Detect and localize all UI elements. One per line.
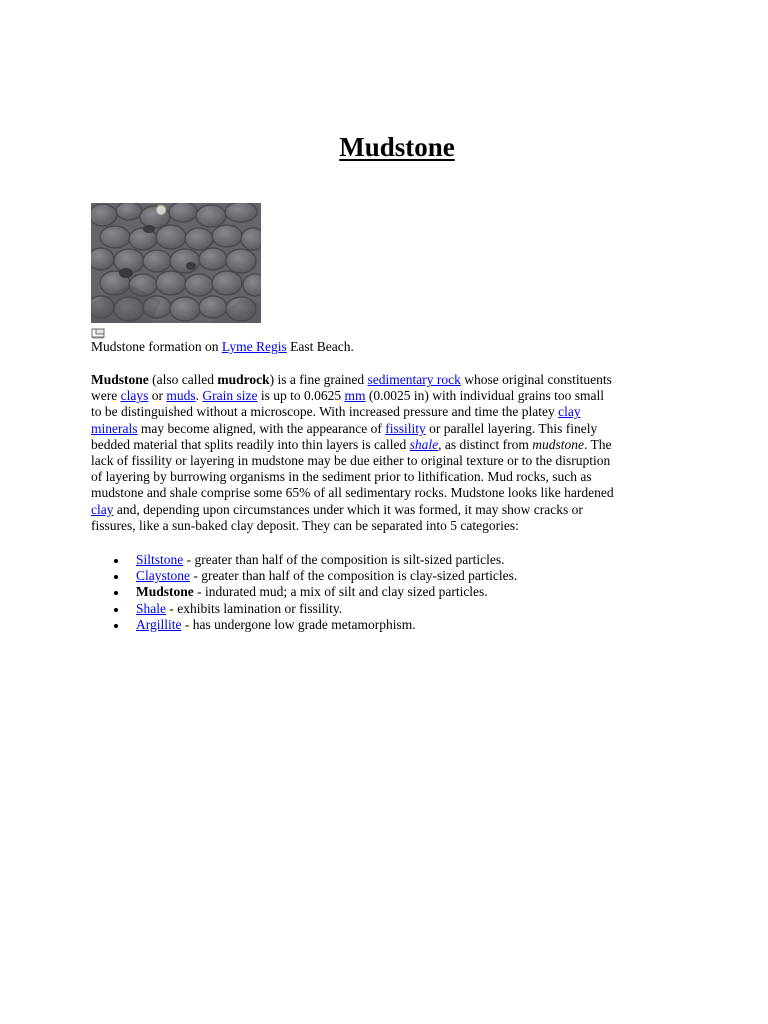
list-item (91, 601, 517, 617)
term-mudstone: Mudstone (91, 372, 149, 387)
text: to be distinguished without a microscope. With increased pressure and time the platey (91, 404, 559, 420)
mudstone-photo[interactable] (91, 203, 261, 323)
list-item-desc: - indurated mud; a mix of silt and clay sized particles. (193, 584, 488, 600)
paragraph-line-10: fissures, like a sun-baked clay deposit. They can be separated into 5 categories: (91, 517, 519, 533)
categories-list (91, 552, 517, 633)
paragraph-line-6: lack of fissility or layering in mudstone may be due either to original texture or to the disruption (91, 453, 611, 469)
list-item-desc: - greater than half of the composition is silt-sized particles. (183, 552, 505, 567)
paragraph-line-5 (91, 437, 679, 453)
lyme-regis-link[interactable]: Lyme Regis (221, 339, 287, 354)
caption-text-end: East Beach. (286, 339, 354, 354)
muds-link[interactable]: muds (166, 388, 196, 404)
text: and, depending upon circumstances under which it was formed, it may show cracks or (113, 501, 583, 517)
list-item (91, 584, 517, 600)
paragraph-line-2 (91, 388, 679, 404)
text: . (195, 388, 203, 404)
text: bedded material that splits readily into thin layers is called (91, 436, 410, 452)
text: . The (584, 436, 612, 452)
text: whose original constituents (460, 372, 612, 387)
list-item-desc: - exhibits lamination or fissility. (166, 600, 343, 616)
clay-minerals-link[interactable]: clay (558, 404, 581, 420)
paragraph-line-8: mudstone and shale comprise some 65% of all sedimentary rocks. Mudstone looks like hardened (91, 485, 614, 501)
list-item (91, 617, 517, 633)
text: is up to 0.0625 (257, 388, 345, 404)
photo-caption (91, 339, 354, 355)
clays-link[interactable]: clays (120, 388, 149, 404)
mudstone-term: Mudstone (136, 584, 194, 600)
shale-category-link[interactable]: Shale (136, 600, 166, 616)
enlarge-icon-glyph (91, 328, 105, 339)
clay-minerals-link-cont[interactable]: minerals (91, 420, 138, 436)
paragraph-line-3 (91, 404, 679, 420)
shale-link[interactable]: shale (409, 436, 439, 452)
list-item (91, 552, 517, 568)
mm-link[interactable]: mm (344, 388, 366, 404)
text: (also called (148, 372, 218, 387)
enlarge-icon[interactable] (91, 327, 105, 338)
paragraph-line-4 (91, 421, 679, 437)
text: or (148, 388, 167, 404)
text: (0.0025 in) with individual grains too small (365, 388, 604, 404)
argillite-link[interactable]: Argillite (136, 616, 182, 632)
fissility-link[interactable]: fissility (385, 420, 426, 436)
siltstone-link[interactable]: Siltstone (136, 552, 184, 567)
clay-link[interactable]: clay (91, 501, 114, 517)
grain-size-link[interactable]: Grain size (202, 388, 258, 404)
caption-text: Mudstone formation on (91, 339, 222, 354)
term-mudrock: mudrock (217, 372, 270, 387)
text: , as distinct from (438, 436, 533, 452)
paragraph-line-9 (91, 502, 679, 518)
page-title: Mudstone (339, 132, 455, 162)
term-mudstone-italic: mudstone (532, 436, 585, 452)
mudstone-photo-image (91, 203, 261, 323)
paragraph-line-1 (91, 372, 679, 388)
text: or parallel layering. This finely (425, 420, 598, 436)
list-item (91, 568, 517, 584)
list-item-desc: - has undergone low grade metamorphism. (181, 616, 416, 632)
list-item-desc: - greater than half of the composition is clay-sized particles. (190, 568, 518, 584)
paragraph-line-7: of layering by burrowing organisms in the sediment prior to lithification. Mud rocks, such as (91, 469, 592, 485)
text: ) is a fine grained (269, 372, 368, 387)
text: may become aligned, with the appearance of (137, 420, 386, 436)
claystone-link[interactable]: Claystone (136, 568, 190, 584)
intro-paragraph (91, 372, 679, 534)
sedimentary-rock-link[interactable]: sedimentary rock (367, 372, 461, 387)
text: were (91, 388, 121, 404)
